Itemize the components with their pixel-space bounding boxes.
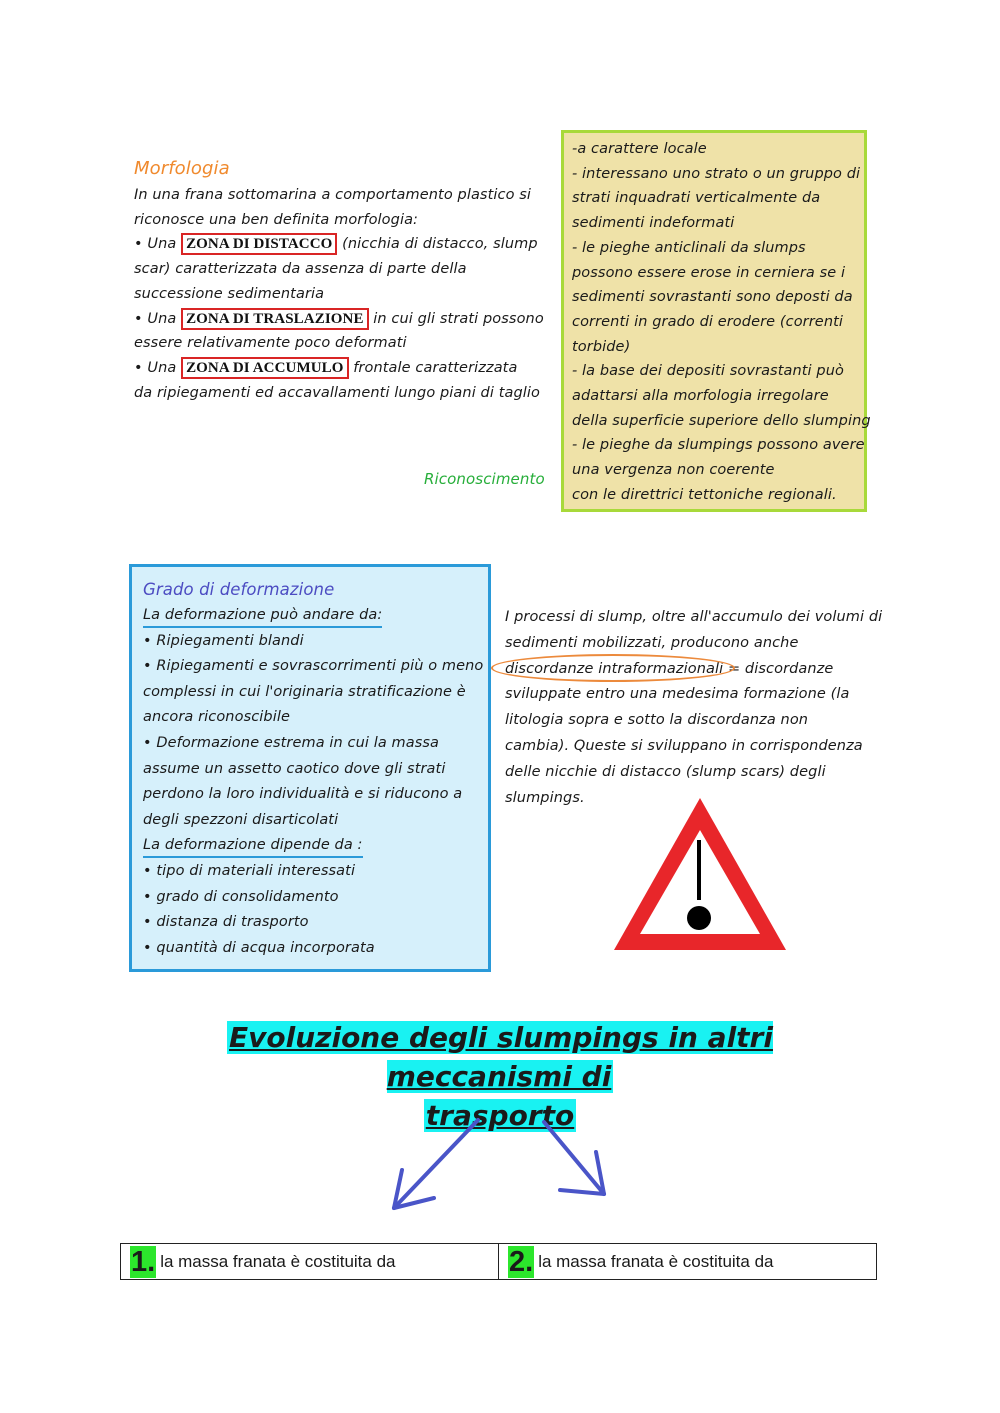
cell-number-1: 1.: [131, 1245, 156, 1278]
deformazione-list: [143, 629, 488, 834]
riconoscimento-list: [564, 133, 871, 508]
morfologia-section: [134, 158, 544, 405]
morfologia-title: Morfologia: [134, 158, 230, 179]
list-item: correnti in grado di erodere (correnti: [572, 313, 844, 330]
text-line: sviluppate entro una medesima formazione (la: [505, 686, 850, 703]
heading-line-1: Evoluzione degli slumpings in altri meccanismi di: [229, 1021, 773, 1093]
cell-number-2: 2.: [509, 1245, 534, 1278]
riconoscimento-box: [561, 130, 871, 512]
subheading-deformazione-dipende: La deformazione dipende da :: [143, 834, 363, 858]
list-item: - la base dei depositi sovrastanti può: [572, 363, 844, 380]
list-item: • distanza di trasporto: [143, 914, 309, 931]
list-item: sedimenti sovrastanti sono deposti da: [572, 289, 853, 306]
text-line: sedimenti mobilizzati, producono anche: [505, 634, 799, 651]
list-item: della superficie superiore dello slumping: [572, 412, 871, 429]
text-line: slumpings.: [505, 789, 585, 806]
zona-distacco-label: ZONA DI DISTACCO: [181, 233, 337, 255]
list-item: • Deformazione estrema in cui la massa: [143, 734, 440, 751]
list-item: torbide): [572, 338, 631, 355]
text-line: scar) caratterizzata da assenza di parte della: [134, 261, 467, 278]
text-line: In una frana sottomarina a comportamento plastico si: [134, 187, 532, 203]
text-line: successione sedimentaria: [134, 285, 325, 302]
list-item: • Ripiegamenti e sovrascorrimenti più o meno: [143, 658, 484, 675]
list-item: assume un assetto caotico dove gli strati: [143, 760, 446, 777]
list-item: • grado di consolidamento: [143, 888, 339, 905]
mechanisms-table: [120, 1243, 877, 1280]
orange-circle-highlight: [491, 654, 735, 682]
grado-deformazione-title: Grado di deformazione: [143, 580, 335, 599]
list-item: - le pieghe da slumpings possono avere: [572, 437, 865, 454]
text-line: I processi di slump, oltre all'accumulo dei volumi di: [505, 609, 883, 625]
discordanze-paragraph: [505, 605, 895, 811]
riconoscimento-label: Riconoscimento: [424, 470, 545, 488]
heading-line-2: trasporto: [425, 1099, 575, 1132]
text-line: riconosce una ben definita morfologia:: [134, 211, 419, 228]
list-item: sedimenti indeformati: [572, 215, 735, 232]
arrow-down-right-icon: [544, 1122, 604, 1194]
table-cell-2: [498, 1244, 876, 1279]
text-line: essere relativamente poco deformati: [134, 335, 407, 352]
arrow-down-left-icon: [394, 1120, 478, 1208]
list-item: • quantità di acqua incorporata: [143, 939, 375, 956]
text-line: cambia). Queste si sviluppano in corrispondenza: [505, 737, 863, 754]
list-item: adattarsi alla morfologia irregolare: [572, 388, 829, 405]
cell-text-1: la massa franata è costituita da: [160, 1251, 396, 1271]
list-item: degli spezzoni disarticolati: [143, 811, 339, 828]
list-item: con le direttrici tettoniche regionali.: [572, 486, 837, 503]
list-item: - interessano uno strato o un gruppo di: [572, 165, 861, 182]
text-line: litologia sopra e sotto la discordanza non: [505, 712, 809, 729]
discordanze-circled: discordanze intraformazionali: [505, 660, 724, 677]
table-cell-1: [121, 1244, 498, 1279]
arrows-group: [380, 1112, 620, 1222]
grado-deformazione-box: [129, 564, 491, 972]
list-item: • Ripiegamenti blandi: [143, 632, 304, 649]
list-item: complessi in cui l'originaria stratificazione è: [143, 683, 466, 700]
list-item: strati inquadrati verticalmente da: [572, 190, 821, 207]
list-item: ancora riconoscibile: [143, 709, 291, 726]
text-line: • Una ZONA DI DISTACCO (nicchia di distacco, slump: [134, 232, 544, 257]
list-item: una vergenza non coerente: [572, 462, 775, 479]
zona-traslazione-label: ZONA DI TRASLAZIONE: [181, 308, 369, 330]
list-item: - le pieghe anticlinali da slumps: [572, 239, 806, 256]
subheading-deformazione-da: La deformazione può andare da:: [143, 604, 382, 628]
text-line: • Una ZONA DI TRASLAZIONE in cui gli strati possono: [134, 307, 544, 332]
text-line: da ripiegamenti ed accavallamenti lungo piani di taglio: [134, 384, 540, 401]
dipendenze-list: [143, 859, 488, 961]
text-line: • Una ZONA DI ACCUMULO frontale caratterizzata: [134, 356, 544, 381]
list-item: possono essere erose in cerniera se i: [572, 264, 846, 281]
warning-triangle-icon: [606, 790, 794, 958]
text-line: discordanze intraformazionali = discordanze: [505, 660, 834, 677]
list-item: • tipo di materiali interessati: [143, 862, 356, 879]
list-item: perdono la loro individualità e si riducono a: [143, 786, 463, 803]
cell-text-2: la massa franata è costituita da: [538, 1251, 774, 1271]
zona-accumulo-label: ZONA DI ACCUMULO: [181, 357, 348, 379]
text-line: delle nicchie di distacco (slump scars) degli: [505, 763, 826, 780]
list-item: -a carattere locale: [572, 141, 707, 157]
